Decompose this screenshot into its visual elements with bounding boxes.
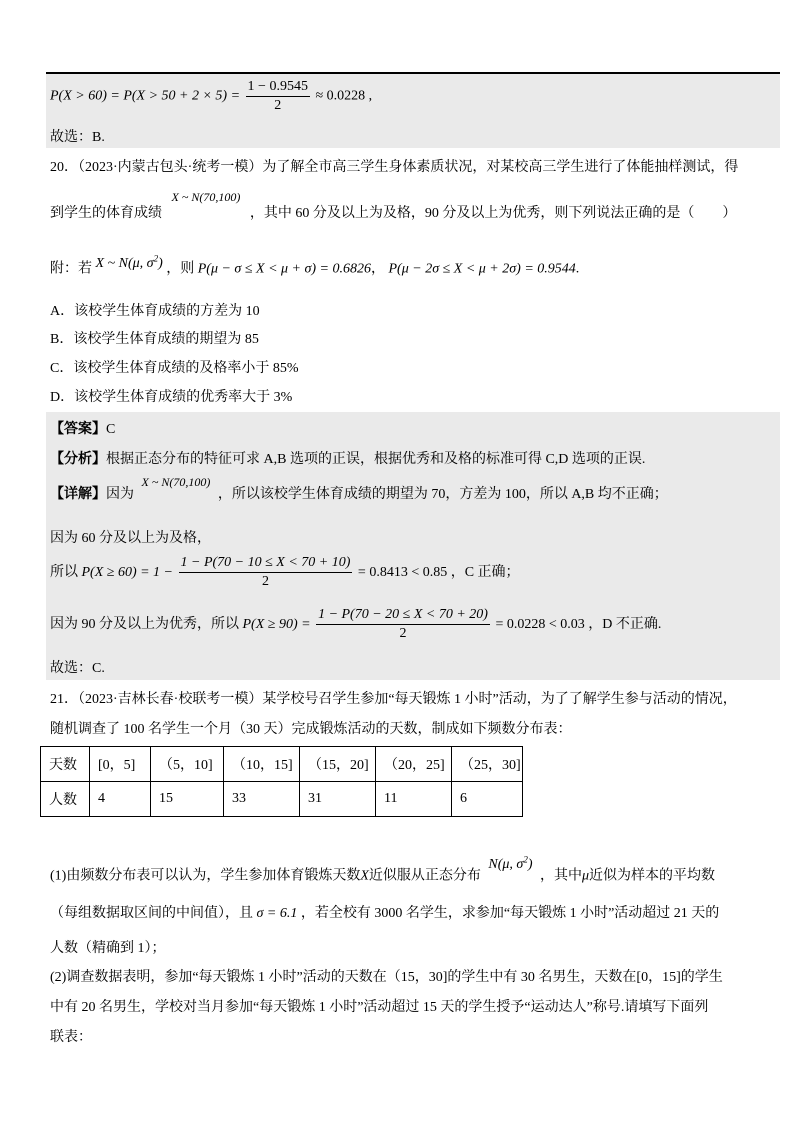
count-cell: 31 — [300, 782, 376, 817]
so1-end: ，C 正确； — [450, 565, 520, 580]
q20-line2 — [50, 190, 737, 229]
q20-prob1: P(μ − σ ≤ X < μ + σ) = 0.6826 — [197, 261, 371, 277]
q21-part1-line2 — [50, 902, 719, 922]
prev-formula-right: ≈ 0.0228 , — [315, 88, 373, 104]
prev-formula-left: P(X > 60) = P(X > 50 + 2 × 5) = — [50, 88, 241, 104]
q20-detail — [50, 474, 668, 515]
q20-pass-formula — [50, 552, 520, 594]
analysis-text: 根据正态分布的特征可求 A,B 选项的正误，根据优秀和及格的标准可得 C,D 选项的正误. — [106, 452, 646, 467]
interval-cell: （15，20] — [300, 747, 376, 782]
count-cell: 6 — [452, 782, 523, 817]
q20-note-b: ，则 — [166, 261, 195, 277]
q21-part1-line1 — [50, 856, 715, 892]
answer-value: C — [106, 422, 116, 437]
p1-sigma: σ = 6.1 — [256, 906, 298, 921]
q20-header: 20．（2023·内蒙古包头·统考一模）为了解全市高三学生身体素质状况，对某校高三学生进行了体能抽样测试，得 — [50, 160, 739, 175]
exc-num: 1 − P(70 − 20 ≤ X < 70 + 20) — [316, 606, 490, 625]
count-cell: 4 — [90, 782, 151, 817]
so1-right: = 0.8413 < 0.85 — [357, 565, 448, 580]
q20-note-a: 附：若 — [50, 261, 92, 277]
q20-line2-b: ，其中 60 分及以上为及格，90 分及以上为优秀，则下列说法正确的是（ ） — [249, 206, 737, 221]
detail-a: 因为 — [106, 487, 134, 502]
count-cell: 33 — [224, 782, 300, 817]
prev-frac-num: 1 − 0.9545 — [246, 78, 310, 97]
q20-option-d: D．该校学生体育成绩的优秀率大于 3% — [50, 390, 293, 405]
so1-left: P(X ≥ 60) = 1 − — [81, 565, 174, 580]
q20-excellent-formula — [50, 604, 661, 646]
prev-frac-den: 2 — [274, 98, 282, 113]
row-header-days: 天数 — [41, 747, 90, 782]
table-row — [41, 782, 523, 817]
table-row — [41, 747, 523, 782]
interval-cell: （10，15] — [224, 747, 300, 782]
exc-a: 因为 90 分及以上为优秀，所以 — [50, 617, 239, 632]
so1-fraction — [179, 554, 353, 591]
p1-x: X — [360, 868, 369, 884]
q20-choose: 故选：C. — [50, 661, 105, 676]
q20-option-a: A．该校学生体育成绩的方差为 10 — [50, 304, 260, 319]
q20-line2-a: 到学生的体育成绩 — [50, 206, 162, 221]
q21-part2-line1: (2)调查数据表明，参加“每天锻炼 1 小时”活动的天数在（15，30]的学生中有 30 名男生，天数在[0，15]的学生 — [50, 970, 723, 985]
exc-den: 2 — [399, 626, 407, 642]
frequency-table — [40, 746, 523, 817]
p1-line2-a: （每组数据取区间的中间值），且 — [50, 906, 253, 921]
p1-b: 近似服从正态分布 — [368, 868, 481, 884]
analysis-tag: 【分析】 — [50, 452, 106, 467]
prev-fraction — [246, 78, 310, 115]
q20-prob2: P(μ − 2σ ≤ X < μ + 2σ) = 0.9544 — [388, 261, 576, 277]
exc-right: = 0.0228 < 0.03 — [495, 617, 585, 632]
so1-num: 1 − P(70 − 10 ≤ X < 70 + 10) — [179, 554, 353, 573]
p1-mu: μ — [582, 868, 590, 884]
exc-fraction — [316, 606, 490, 643]
q20-answer — [50, 418, 115, 438]
exc-left: P(X ≥ 90) = — [242, 617, 311, 632]
p1-c: ，其中 — [540, 868, 582, 884]
q20-pass-line: 因为 60 分及以上为及格， — [50, 531, 211, 546]
interval-cell: （5，10] — [151, 747, 224, 782]
q21-header: 21．（2023·吉林长春·校联考一模）某学校号召学生参加“每天锻炼 1 小时”活动，为了了解学生参与活动的情况， — [50, 692, 737, 707]
answer-tag: 【答案】 — [50, 422, 106, 437]
detail-tag: 【详解】 — [50, 487, 106, 502]
q20-note: 附：若 X ~ N(μ, $\sigma^2$) ，则 P(μ − σ ≤ X < μ + σ) = 0.6826， P(μ − 2σ ≤ X < μ + 2σ) = 0.9544. — [50, 253, 580, 277]
exc-end: ，D 不正确. — [588, 617, 662, 632]
q20-distribution: X ~ N(70,100) — [171, 190, 241, 204]
q20-option-c: C．该校学生体育成绩的及格率小于 85% — [50, 361, 299, 376]
interval-cell: （25，30] — [452, 747, 523, 782]
q20-option-b: B．该校学生体育成绩的期望为 85 — [50, 332, 259, 347]
count-cell: 11 — [376, 782, 452, 817]
p1-a: (1)由频数分布表可以认为，学生参加体育锻炼天数 — [50, 868, 361, 884]
q21-part2-line2: 中有 20 名男生，学校对当月参加“每天锻炼 1 小时”活动超过 15 天的学生授予“运动达人”称号.请填写下面列 — [50, 1000, 709, 1015]
prev-formula — [50, 78, 372, 115]
q21-part2-line3: 联表： — [50, 1030, 92, 1045]
p1-distribution: N(μ, $\sigma^2$) — [488, 854, 533, 872]
detail-b: ，所以该校学生体育成绩的期望为 70，方差为 100，所以 A,B 均不正确； — [217, 487, 668, 502]
interval-cell: [0，5] — [90, 747, 151, 782]
count-cell: 15 — [151, 782, 224, 817]
q20-note-dist: X ~ N(μ, $\sigma^2$) — [95, 253, 163, 271]
so1-den: 2 — [261, 574, 269, 590]
detail-distribution: X ~ N(70,100) — [141, 475, 211, 489]
interval-cell: （20，25] — [376, 747, 452, 782]
q20-analysis — [50, 448, 645, 468]
q21-line2: 随机调查了 100 名学生一个月（30 天）完成锻炼活动的天数，制成如下频数分布表： — [50, 722, 572, 737]
q21-part1-line3: 人数（精确到 1）； — [50, 941, 166, 956]
p1-d: 近似为样本的平均数 — [589, 868, 716, 884]
so1-a: 所以 — [50, 565, 78, 580]
p1-line2-b: ，若全校有 3000 名学生，求参加“每天锻炼 1 小时”活动超过 21 天的 — [300, 906, 720, 921]
prev-choose: 故选：B. — [50, 130, 105, 145]
row-header-count: 人数 — [41, 782, 90, 817]
